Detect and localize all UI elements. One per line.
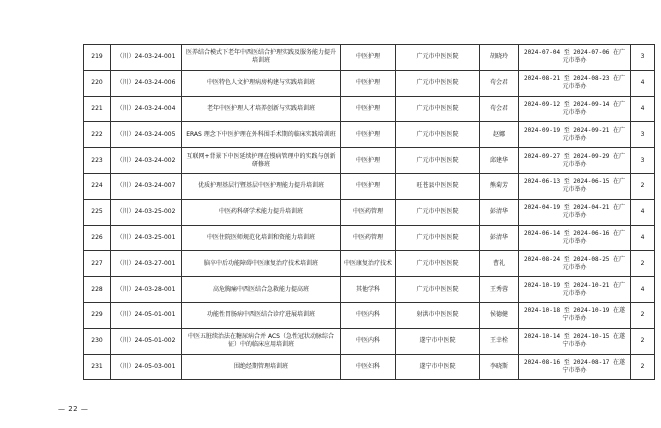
discipline-cell: 中医护理 <box>341 173 396 199</box>
discipline-cell: 其他学科 <box>341 277 396 303</box>
credit-cell: 2 <box>631 354 655 380</box>
row-number-cell: 227 <box>84 251 111 277</box>
host-organization-cell: 广元市中医医院 <box>396 122 480 148</box>
host-organization-cell: 广元市中医医院 <box>396 199 480 225</box>
credit-cell: 3 <box>631 148 655 174</box>
course-name-cell: 中医药科研学术能力提升培训班 <box>182 199 341 225</box>
discipline-cell: 中医康复治疗技术 <box>341 251 396 277</box>
discipline-cell: 中医护理 <box>341 70 396 96</box>
discipline-cell: 中医药管理 <box>341 199 396 225</box>
row-number-cell: 225 <box>84 199 111 225</box>
project-leader-cell: 苟会君 <box>480 96 519 122</box>
course-name-cell: 功能性胃肠病中西医结合诊疗进展培训班 <box>182 302 341 328</box>
host-organization-cell: 广元市中医医院 <box>396 277 480 303</box>
host-organization-cell: 射洪市中医医院 <box>396 302 480 328</box>
row-number-cell: 223 <box>84 148 111 174</box>
schedule-cell: 2024-08-16 至 2024-08-17 在遂宁市举办 <box>519 354 631 380</box>
table-row <box>84 328 655 354</box>
table-row <box>84 96 655 122</box>
credit-cell: 4 <box>631 96 655 122</box>
course-code-cell: （川）24-03-24-006 <box>111 70 182 96</box>
training-course-table <box>83 44 655 380</box>
project-leader-cell: 侯德健 <box>480 302 519 328</box>
page-number: — 22 — <box>58 405 89 413</box>
discipline-cell: 中医内科 <box>341 328 396 354</box>
course-code-cell: （川）24-03-24-005 <box>111 122 182 148</box>
row-number-cell: 230 <box>84 328 111 354</box>
row-number-cell: 219 <box>84 45 111 71</box>
credit-cell: 4 <box>631 199 655 225</box>
project-leader-cell: 赵娜 <box>480 122 519 148</box>
schedule-cell: 2024-09-12 至 2024-09-14 在广元市举办 <box>519 96 631 122</box>
host-organization-cell: 旺苍县中医医院 <box>396 173 480 199</box>
host-organization-cell: 广元市中医医院 <box>396 251 480 277</box>
table-row <box>84 173 655 199</box>
schedule-cell: 2024-06-13 至 2024-06-15 在广元市举办 <box>519 173 631 199</box>
table-row <box>84 45 655 71</box>
row-number-cell: 231 <box>84 354 111 380</box>
credit-cell: 3 <box>631 45 655 71</box>
project-leader-cell: 王秀蓉 <box>480 277 519 303</box>
course-name-cell: ERAS 理念下中医护理在外科围手术期的临床实践培训班 <box>182 122 341 148</box>
project-leader-cell: 李晓斯 <box>480 354 519 380</box>
course-code-cell: （川）24-03-28-001 <box>111 277 182 303</box>
course-code-cell: （川）24-03-25-002 <box>111 199 182 225</box>
credit-cell: 4 <box>631 277 655 303</box>
course-code-cell: （川）24-05-01-002 <box>111 328 182 354</box>
table-row <box>84 225 655 251</box>
discipline-cell: 中医妇科 <box>341 354 396 380</box>
discipline-cell: 中医护理 <box>341 45 396 71</box>
credit-cell: 3 <box>631 122 655 148</box>
discipline-cell: 中医内科 <box>341 302 396 328</box>
table-row <box>84 277 655 303</box>
course-code-cell: （川）24-03-24-001 <box>111 45 182 71</box>
project-leader-cell: 王幸栓 <box>480 328 519 354</box>
host-organization-cell: 遂宁市中医院 <box>396 354 480 380</box>
schedule-cell: 2024-08-21 至 2024-08-23 在广元市举办 <box>519 70 631 96</box>
row-number-cell: 228 <box>84 277 111 303</box>
course-code-cell: （川）24-03-24-002 <box>111 148 182 174</box>
row-number-cell: 226 <box>84 225 111 251</box>
course-code-cell: （川）24-03-25-001 <box>111 225 182 251</box>
course-name-cell: 脑卒中后功能障碍中医康复治疗技术培训班 <box>182 251 341 277</box>
credit-cell: 2 <box>631 251 655 277</box>
schedule-cell: 2024-10-14 至 2024-10-15 在遂宁市举办 <box>519 328 631 354</box>
credit-cell: 2 <box>631 302 655 328</box>
course-name-cell: 中医住院医师规范化培训和资能力培训班 <box>182 225 341 251</box>
host-organization-cell: 广元市中医医院 <box>396 225 480 251</box>
project-leader-cell: 曹礼 <box>480 251 519 277</box>
project-leader-cell: 彭清华 <box>480 199 519 225</box>
discipline-cell: 中医药管理 <box>341 225 396 251</box>
row-number-cell: 229 <box>84 302 111 328</box>
course-name-cell: 医养结合模式下老年中西医结合护理实践及服务能力提升培训班 <box>182 45 341 71</box>
credit-cell: 4 <box>631 225 655 251</box>
discipline-cell: 中医护理 <box>341 148 396 174</box>
course-code-cell: （川）24-05-03-001 <box>111 354 182 380</box>
project-leader-cell: 苟会君 <box>480 70 519 96</box>
host-organization-cell: 遂宁市中医院 <box>396 328 480 354</box>
course-name-cell: 围绝经期管理培训班 <box>182 354 341 380</box>
row-number-cell: 221 <box>84 96 111 122</box>
project-leader-cell: 邱建华 <box>480 148 519 174</box>
project-leader-cell: 熊菊芳 <box>480 173 519 199</box>
course-name-cell: 优质护理基层行暨基层中医护理能力提升培训班 <box>182 173 341 199</box>
table-row <box>84 122 655 148</box>
course-name-cell: 老年中医护理人才培养创新与实践培训班 <box>182 96 341 122</box>
project-leader-cell: 胡晓玲 <box>480 45 519 71</box>
table-row <box>84 354 655 380</box>
course-code-cell: （川）24-03-24-007 <box>111 173 182 199</box>
table-row <box>84 199 655 225</box>
row-number-cell: 224 <box>84 173 111 199</box>
course-code-cell: （川）24-05-01-001 <box>111 302 182 328</box>
schedule-cell: 2024-07-04 至 2024-07-06 在广元市举办 <box>519 45 631 71</box>
schedule-cell: 2024-09-27 至 2024-09-29 在广元市举办 <box>519 148 631 174</box>
credit-cell: 4 <box>631 70 655 96</box>
table-row <box>84 251 655 277</box>
schedule-cell: 2024-10-18 至 2024-10-19 在遂宁市举办 <box>519 302 631 328</box>
host-organization-cell: 广元市中医医院 <box>396 148 480 174</box>
course-code-cell: （川）24-03-27-001 <box>111 251 182 277</box>
table-body <box>84 45 655 380</box>
schedule-cell: 2024-10-19 至 2024-10-21 在广元市举办 <box>519 277 631 303</box>
course-name-cell: 互联网+背景下中医延续护理在慢病管理中的实践与创新研修班 <box>182 148 341 174</box>
host-organization-cell: 广元市中医医院 <box>396 96 480 122</box>
host-organization-cell: 广元市中医医院 <box>396 45 480 71</box>
row-number-cell: 222 <box>84 122 111 148</box>
host-organization-cell: 广元市中医医院 <box>396 70 480 96</box>
course-code-cell: （川）24-03-24-004 <box>111 96 182 122</box>
schedule-cell: 2024-06-14 至 2024-06-16 在广元市举办 <box>519 225 631 251</box>
course-name-cell: 中医五脏续治法在糖尿病合并 ACS（急性冠状动脉综合征）中的临床应用培训班 <box>182 328 341 354</box>
project-leader-cell: 彭清华 <box>480 225 519 251</box>
table-row <box>84 302 655 328</box>
schedule-cell: 2024-08-24 至 2024-08-25 在广元市举办 <box>519 251 631 277</box>
schedule-cell: 2024-09-19 至 2024-09-21 在广元市举办 <box>519 122 631 148</box>
table-row <box>84 70 655 96</box>
row-number-cell: 220 <box>84 70 111 96</box>
course-name-cell: 中医特色人文护理病房构建与实践培训班 <box>182 70 341 96</box>
table-row <box>84 148 655 174</box>
schedule-cell: 2024-04-19 至 2024-04-21 在广元市举办 <box>519 199 631 225</box>
credit-cell: 2 <box>631 173 655 199</box>
discipline-cell: 中医护理 <box>341 122 396 148</box>
course-name-cell: 高危胸痛中西医结合急救能力提高班 <box>182 277 341 303</box>
credit-cell: 2 <box>631 328 655 354</box>
discipline-cell: 中医护理 <box>341 96 396 122</box>
